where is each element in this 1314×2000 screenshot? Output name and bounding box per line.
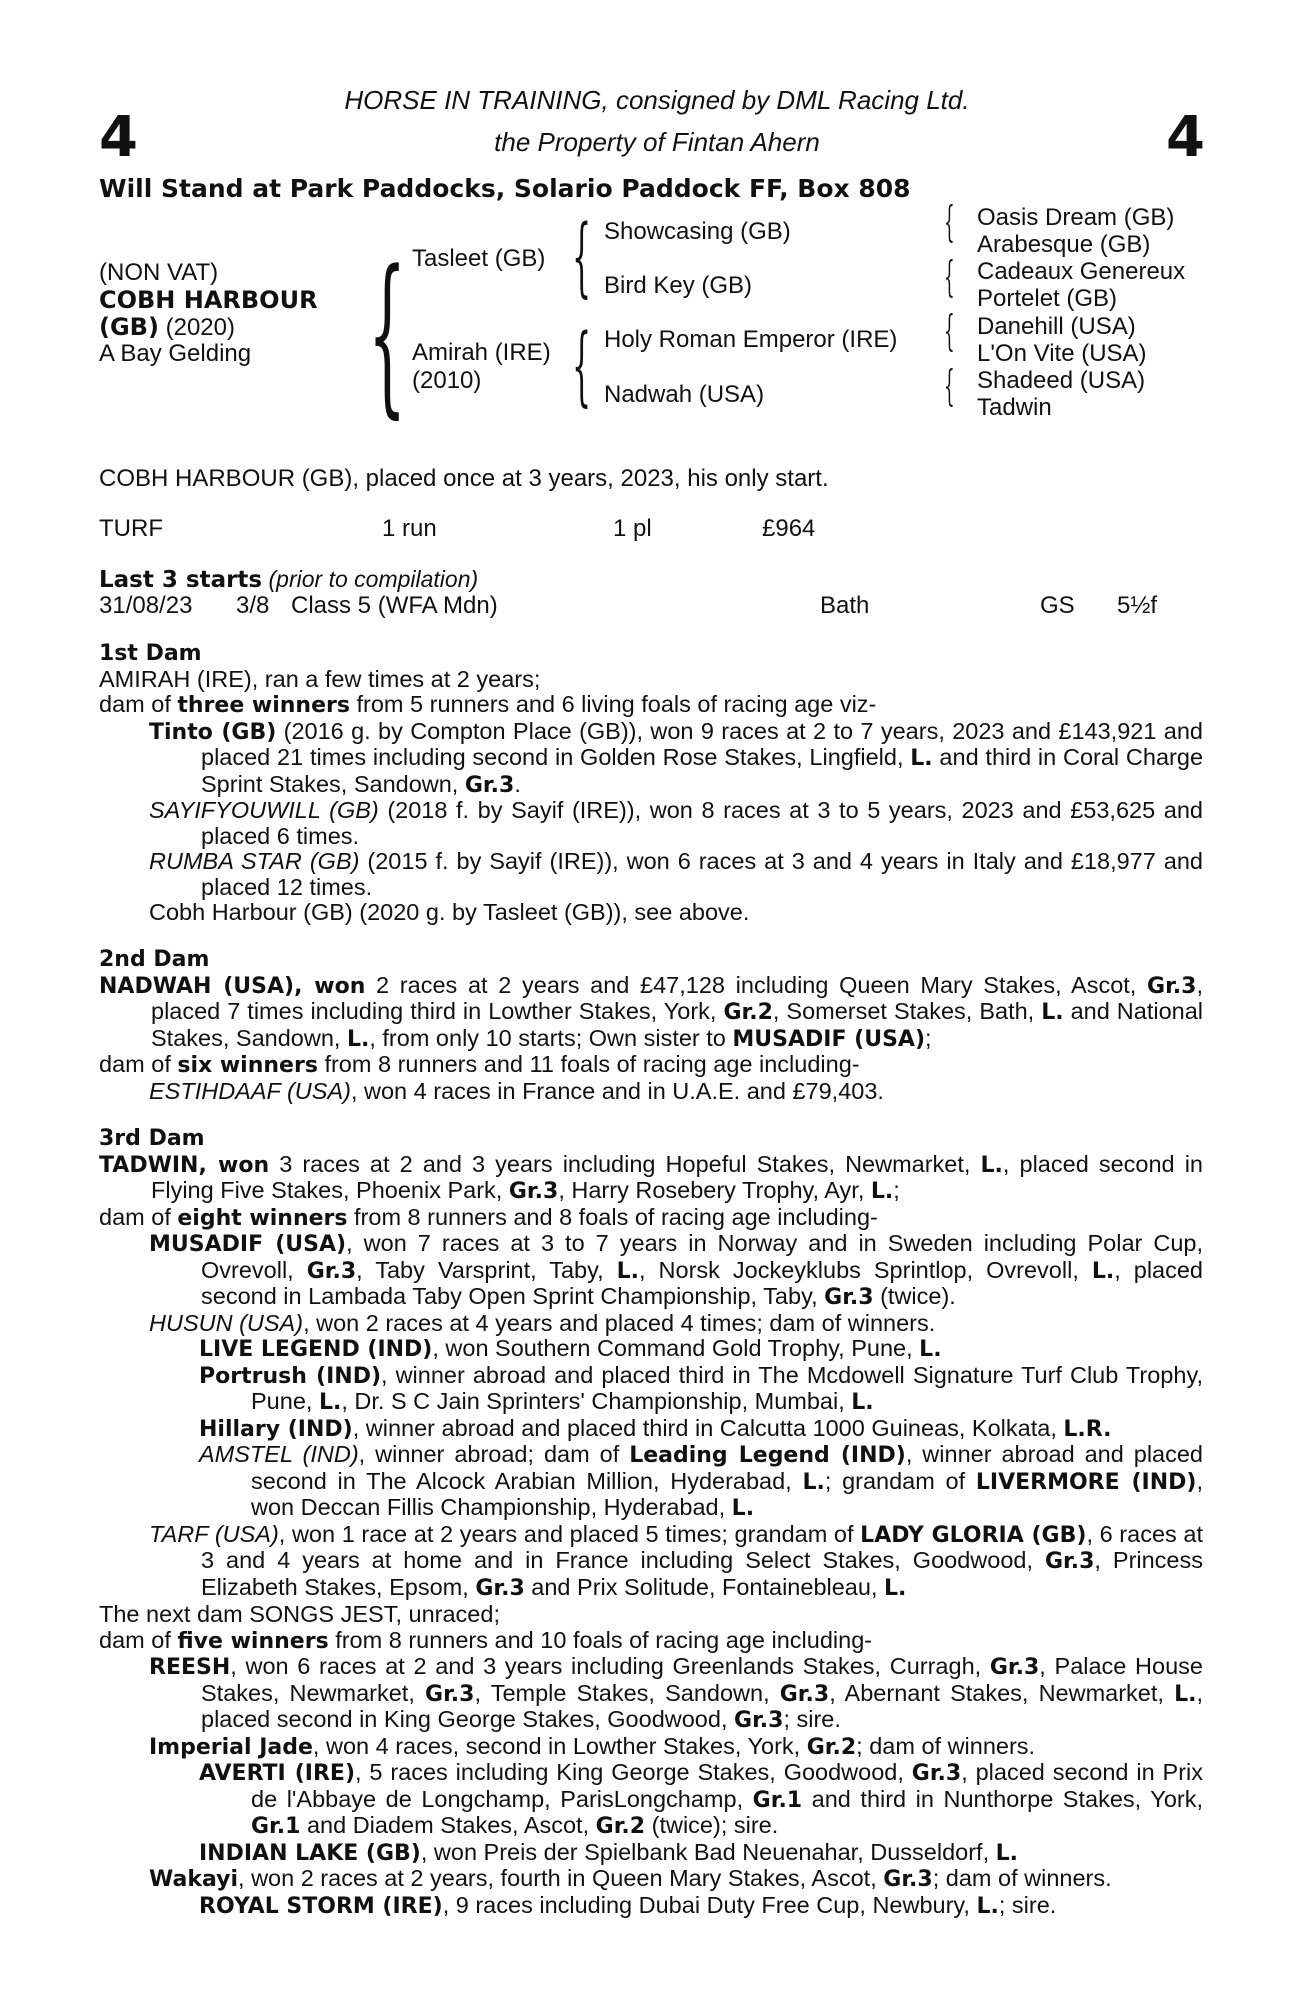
dam-dam: Nadwah (USA) [604, 381, 765, 408]
pedigree-brace-g4: { [944, 361, 955, 410]
first-dam-foal-1: Tinto (GB) (2016 g. by Compton Place (GB)), won 9 races at 2 to 7 years, 2023 and £143,921 and placed 21 times including second in Golden Rose Stakes, Lingfield, L. and third in Coral Charge Sprint Stakes, Sandown, Gr.3. [149, 717, 1204, 798]
third-dam-section: 3rd Dam TADWIN, won 3 races at 2 and 3 years including Hopeful Stakes, Newmarket, L., placed second in Flying Five Stakes, Phoenix Park, Gr.3, Harry Rosebery Trophy, Ayr, L.; dam of eight winners from 8 runners and 8 foals of racing age including- MUSADIF (USA), won 7 races at 3 to 7 years in Norway and in Sweden including Polar Cup, Ovrevoll, Gr.3, Taby Varsprint, Taby, L., Norsk Jockeyklubs Sprintlop, Ovrevoll, L., placed second in Lambada Taby Open Sprint Championship, Taby, Gr.3 (twice). HUSUN (USA), won 2 races at 4 years and placed 4 times; dam of winners. LIVE LEGEND (IND), won Southern Command Gold Trophy, Pune, L. Portrush (IND), winner abroad and placed third in The Mcdowell Signature Turf Club Trophy, Pune, L., Dr. S C Jain Sprinters' Championship, Mumbai, L. Hillary (IND), winner abroad and placed third in Calcutta 1000 Guineas, Kolkata, L.R. AMSTEL (IND), winner abroad; dam of Leading Legend (IND), winner abroad and placed second in The Alcock Arabian Million, Hyderabad, L.; grandam of LIVERMORE (IND), won Deccan Fillis Championship, Hyderabad, L. TARF (USA), won 1 race at 2 years and placed 5 times; grandam of LADY GLORIA (GB), 6 races at 3 and 4 years at home and in France including Select Stakes, Goodwood, Gr.3, Princess Elizabeth Stakes, Epsom, Gr.3 and Prix Solitude, Fontainebleau, L. [99, 1126, 1204, 1601]
horse-name: COBH HARBOUR [99, 286, 318, 314]
record-runs: 1 run [382, 515, 437, 542]
sire-sire: Showcasing (GB) [604, 218, 791, 245]
first-dam-heading: 1st Dam [99, 641, 202, 666]
pedigree-brace-sire: { [572, 207, 592, 307]
grandparent-7: Shadeed (USA) [977, 367, 1146, 394]
first-dam-foal-4: Cobh Harbour (GB) (2020 g. by Tasleet (GB)), see above. [149, 899, 750, 925]
lot-number-left: 4 [99, 105, 138, 170]
first-dam-foal-2: SAYIFYOUWILL (GB) (2018 f. by Sayif (IRE)), won 8 races at 3 to 5 years, 2023 and £53,625 and placed 6 times. [149, 797, 1203, 849]
dam-sire: Holy Roman Emperor (IRE) [604, 326, 898, 353]
grandparent-8: Tadwin [977, 394, 1052, 421]
record-surface: TURF [99, 515, 163, 542]
sire: Tasleet (GB) [412, 245, 546, 272]
start-course: Bath [820, 592, 870, 619]
start-date: 31/08/23 [99, 592, 193, 619]
start-distance: 5½f [1117, 592, 1158, 619]
first-dam-foal-3: RUMBA STAR (GB) (2015 f. by Sayif (IRE)), won 6 races at 3 and 4 years in Italy and £18,977 and placed 12 times. [149, 848, 1203, 900]
last-starts-heading: Last 3 starts (prior to compilation) [99, 566, 479, 593]
pedigree-brace-dam: { [572, 316, 592, 416]
pedigree-brace-g3: { [944, 306, 955, 355]
pedigree-brace-g2: { [944, 252, 955, 301]
grandparent-2: Arabesque (GB) [977, 231, 1151, 258]
vat-status: (NON VAT) [99, 259, 219, 286]
horse-origin: (GB) (2020) [99, 313, 235, 341]
sire-dam: Bird Key (GB) [604, 272, 753, 299]
race-summary: COBH HARBOUR (GB), placed once at 3 years, 2023, his only start. [99, 465, 829, 492]
dam: Amirah (IRE) [412, 339, 551, 366]
first-dam-section: 1st Dam AMIRAH (IRE), ran a few times at 2 years; dam of three winners from 5 runners and 6 living foals of racing age viz- Tinto (GB) (2016 g. by Compton Place (GB)), won 9 races at 2 to 7 years, 2023 and £143,921 and placed 21 times including second in Golden Rose Stakes, Lingfield, L. and third in Coral Charge Sprint Stakes, Sandown, Gr.3. SAYIFYOUWILL (GB) (2018 f. by Sayif (IRE)), won 8 races at 3 to 5 years, 2023 and £53,625 and placed 6 times. RUMBA STAR (GB) (2015 f. by Sayif (IRE)), won 6 races at 3 and 4 years in Italy and £18,977 and placed 12 times. Cobh Harbour (GB) (2020 g. by Tasleet (GB)), see above. [99, 641, 1204, 925]
grandparent-1: Oasis Dream (GB) [977, 204, 1175, 231]
grandparent-6: L'On Vite (USA) [977, 340, 1147, 367]
consignor-line: HORSE IN TRAINING, consigned by DML Racing Ltd. [344, 85, 970, 115]
second-dam-section: 2nd Dam NADWAH (USA), won 2 races at 2 years and £47,128 including Queen Mary Stakes, Ascot, Gr.3, placed 7 times including third in Lowther Stakes, York, Gr.2, Somerset Stakes, Bath, L. and National Stakes, Sandown, L., from only 10 starts; Own sister to MUSADIF (USA); dam of six winners from 8 runners and 11 foals of racing age including- ESTIHDAAF (USA), won 4 races in France and in U.A.E. and £79,403. [99, 947, 1204, 1104]
owner-line: the Property of Fintan Ahern [494, 127, 820, 157]
start-position: 3/8 [236, 592, 270, 619]
second-dam-heading: 2nd Dam [99, 947, 210, 972]
start-going: GS [1040, 592, 1075, 619]
record-prize: £964 [762, 515, 816, 542]
grandparent-4: Portelet (GB) [977, 285, 1118, 312]
stand-location: Will Stand at Park Paddocks, Solario Paddock FF, Box 808 [99, 174, 911, 203]
horse-description: A Bay Gelding [99, 340, 252, 367]
pedigree-brace-main: { [368, 233, 407, 434]
next-dam-section: The next dam SONGS JEST, unraced; dam of five winners from 8 runners and 10 foals of racing age including- REESH, won 6 races at 2 and 3 years including Greenlands Stakes, Curragh, Gr.3, Palace House Stakes, Newmarket, Gr.3, Temple Stakes, Sandown, Gr.3, Abernant Stakes, Newmarket, L., placed second in King George Stakes, Goodwood, Gr.3; sire. Imperial Jade, won 4 races, second in Lowther Stakes, York, Gr.2; dam of winners. AVERTI (IRE), 5 races including King George Stakes, Goodwood, Gr.3, placed second in Prix de l'Abbaye de Longchamp, ParisLongchamp, Gr.1 and third in Nunthorpe Stakes, York, Gr.1 and Diadem Stakes, Ascot, Gr.2 (twice); sire. INDIAN LAKE (GB), won Preis der Spielbank Bad Neuenahar, Dusseldorf, L. Wakayi, won 2 races at 2 years, fourth in Queen Mary Stakes, Ascot, Gr.3; dam of winners. ROYAL STORM (IRE), 9 races including Dubai Duty Free Cup, Newbury, L.; sire. [99, 1601, 1203, 1919]
pedigree-brace-g1: { [944, 197, 955, 246]
grandparent-3: Cadeaux Genereux [977, 258, 1186, 285]
dam-year: (2010) [412, 367, 482, 394]
third-dam-heading: 3rd Dam [99, 1126, 205, 1151]
start-race: Class 5 (WFA Mdn) [291, 592, 498, 619]
grandparent-5: Danehill (USA) [977, 313, 1136, 340]
lot-number-right: 4 [1166, 105, 1205, 170]
record-placed: 1 pl [613, 515, 652, 542]
